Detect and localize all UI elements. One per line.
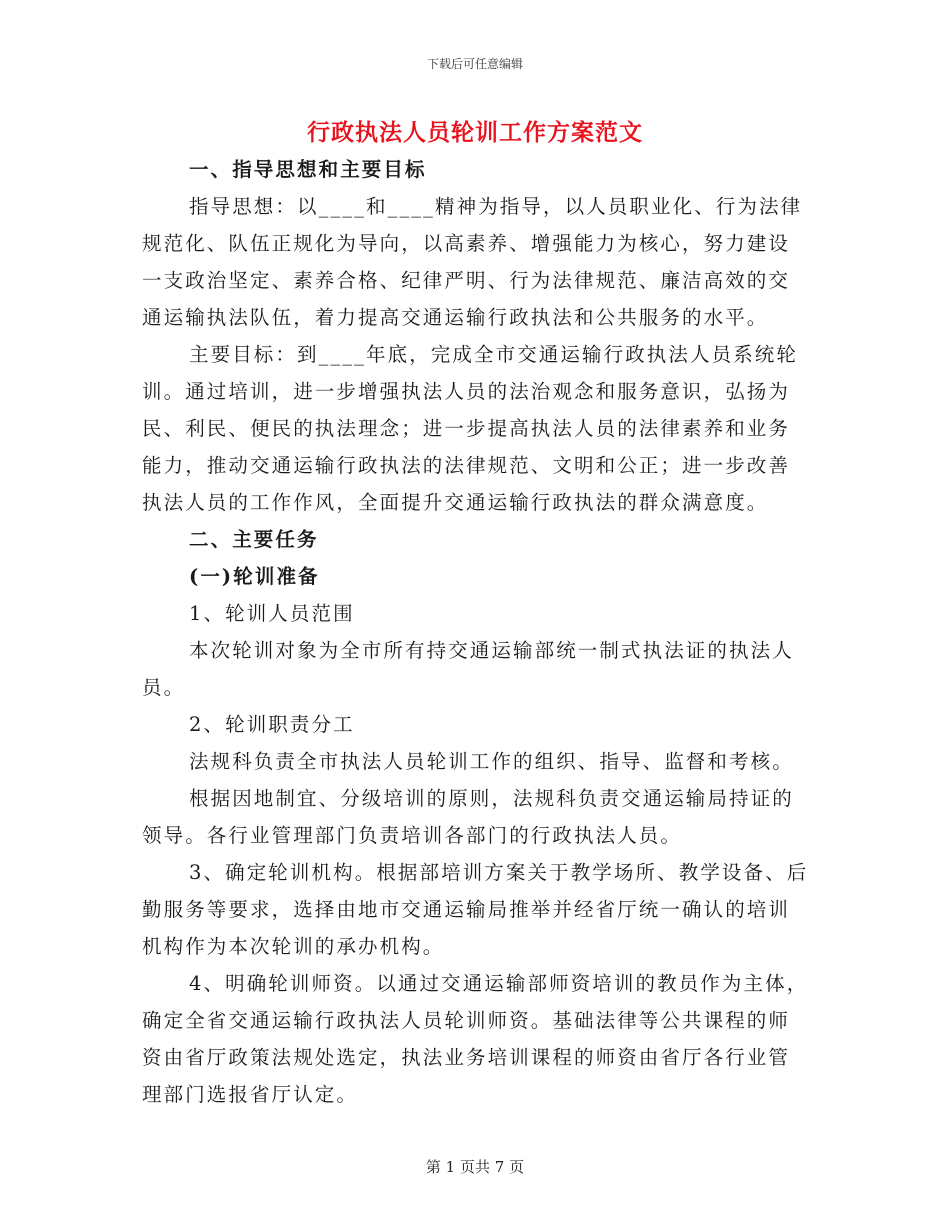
paragraph-line: 领导。各行业管理部门负责培训各部门的行政执法人员。 xyxy=(142,824,683,847)
subsection-heading: (一)轮训准备 xyxy=(189,565,320,588)
paragraph-line: 训。通过培训，进一步增强执法人员的法治观念和服务意识，弘扬为 xyxy=(142,380,791,403)
item-heading: 2、轮训职责分工 xyxy=(189,713,355,736)
paragraph-line: 通运输执法队伍，着力提高交通运输行政执法和公共服务的水平。 xyxy=(142,306,769,329)
section-heading: 二、主要任务 xyxy=(189,528,319,551)
paragraph-line: 指导思想：以____和____精神为指导，以人员职业化、行为法律 xyxy=(189,195,803,218)
paragraph-line: 一支政治坚定、素养合格、纪律严明、行为法律规范、廉洁高效的交 xyxy=(142,269,791,292)
paragraph-line: 机构作为本次轮训的承办机构。 xyxy=(142,935,445,958)
paragraph-line: 主要目标：到____年底，完成全市交通运输行政执法人员系统轮 xyxy=(189,343,799,366)
paragraph-line: 3、确定轮训机构。根据部培训方案关于教学场所、教学设备、后 xyxy=(189,861,809,884)
document-title: 行政执法人员轮训工作方案范文 xyxy=(307,119,643,146)
paragraph-line: 资由省厅政策法规处选定，执法业务培训课程的师资由省厅各行业管 xyxy=(142,1046,791,1069)
header-note: 下载后可任意编辑 xyxy=(426,57,523,71)
paragraph-line: 根据因地制宜、分级培训的原则，法规科负责交通运输局持证的 xyxy=(189,787,794,810)
paragraph-line: 确定全省交通运输行政执法人员轮训师资。基础法律等公共课程的师 xyxy=(142,1009,791,1032)
paragraph-line: 员。 xyxy=(142,676,186,699)
paragraph-line: 勤服务等要求，选择由地市交通运输局推举并经省厅统一确认的培训 xyxy=(142,898,791,921)
paragraph-line: 规范化、队伍正规化为导向，以高素养、增强能力为核心，努力建设 xyxy=(142,232,791,255)
item-heading: 1、轮训人员范围 xyxy=(189,602,355,625)
page-footer: 第 1 页共 7 页 xyxy=(425,1158,525,1176)
paragraph-line: 执法人员的工作作风，全面提升交通运输行政执法的群众满意度。 xyxy=(142,491,769,514)
paragraph-line: 理部门选报省厅认定。 xyxy=(142,1083,359,1106)
document-body xyxy=(142,151,810,1113)
paragraph-line: 法规科负责全市执法人员轮训工作的组织、指导、监督和考核。 xyxy=(189,750,794,773)
paragraph-line: 本次轮训对象为全市所有持交通运输部统一制式执法证的执法人 xyxy=(189,639,794,662)
paragraph-line: 民、利民、便民的执法理念；进一步提高执法人员的法律素养和业务 xyxy=(142,417,791,440)
paragraph-line: 4、明确轮训师资。以通过交通运输部师资培训的教员作为主体， xyxy=(189,972,809,995)
paragraph-line: 能力，推动交通运输行政执法的法律规范、文明和公正；进一步改善 xyxy=(142,454,791,477)
section-heading: 一、指导思想和主要目标 xyxy=(189,158,427,181)
